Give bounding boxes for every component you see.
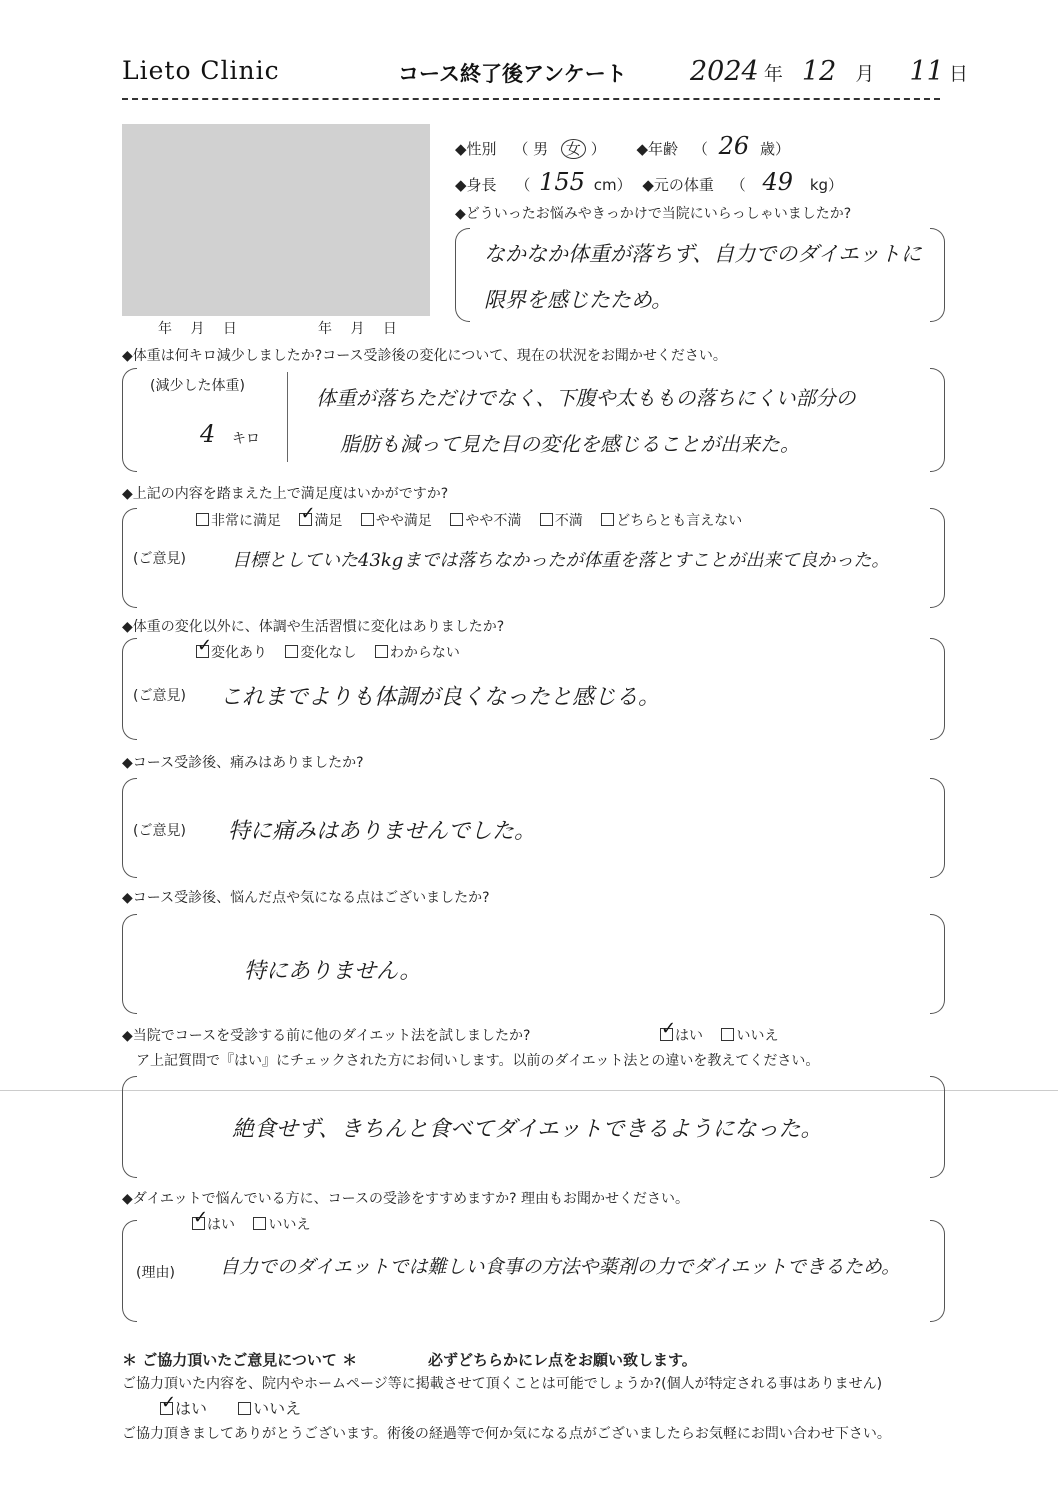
weight-divider	[287, 372, 288, 462]
option-label: いいえ	[736, 1028, 779, 1044]
motivation-answer-line-2: 限界を感じたため。	[484, 288, 673, 312]
recommend-question: ◆ダイエットで悩んでいる方に、コースの受診をすすめますか? 理由もお聞かせください。	[122, 1191, 689, 1207]
age-unit: 歳）	[759, 140, 790, 158]
age-value: 26	[718, 132, 750, 160]
checkbox[interactable]	[196, 513, 209, 526]
motivation-question: ◆どういったお悩みやきっかけで当院にいらっしゃいましたか?	[455, 206, 852, 222]
checkbox-checked[interactable]	[196, 645, 209, 658]
pain-bracket-right	[930, 778, 945, 878]
condition-option[interactable]	[375, 645, 460, 661]
satisfaction-option[interactable]	[450, 513, 521, 529]
option-label: いいえ	[268, 1217, 311, 1233]
concerns-answer: 特にありません。	[244, 959, 422, 984]
prior-diet-answer: 絶食せず、きちんと食べてダイエットできるようになった。	[232, 1117, 823, 1142]
satisfaction-opinion-label: (ご意見)	[133, 551, 186, 567]
prior-diet-options	[660, 1025, 792, 1045]
option-label: わからない	[389, 645, 460, 661]
concerns-question: ◆コース受診後、悩んだ点や気になる点はございましたか?	[122, 890, 490, 906]
condition-opinion-label: (ご意見)	[133, 688, 186, 704]
clinic-name: Lieto Clinic	[122, 56, 280, 85]
consent-option[interactable]	[160, 1399, 207, 1418]
weight-label: ◆元の体重	[642, 176, 714, 194]
satisfaction-option[interactable]	[196, 513, 281, 529]
prior-diet-question: ◆当院でコースを受診する前に他のダイエット法を試しましたか?	[122, 1028, 531, 1044]
date-day: 11	[909, 56, 944, 87]
option-label: 不満	[554, 513, 583, 529]
date-year: 2024	[690, 56, 759, 87]
photo-date-after: 年 月 日	[318, 321, 397, 337]
weight-open: （	[730, 176, 746, 194]
prior-diet-option[interactable]	[721, 1028, 778, 1044]
consent-question: ご協力頂いた内容を、院内やホームページ等に掲載させて頂くことは可能でしょうか?(個人が特定される事はありません)	[122, 1376, 883, 1392]
recommend-reason-label: (理由)	[136, 1265, 175, 1281]
recommend-answer: 自力でのダイエットでは難しい食事の方法や薬剤の力でダイエットできるため。	[220, 1256, 901, 1278]
gender-label: ◆性別	[455, 140, 497, 158]
height-label: ◆身長	[455, 176, 497, 194]
recommend-option[interactable]	[253, 1217, 310, 1233]
condition-answer: これまでよりも体調が良くなったと感じる。	[220, 685, 661, 710]
motivation-bracket-right	[930, 228, 945, 322]
satisfaction-options	[196, 510, 756, 530]
option-label: はい	[175, 1399, 208, 1418]
condition-question: ◆体重の変化以外に、体調や生活習慣に変化はありましたか?	[122, 619, 505, 635]
date-month: 12	[801, 56, 837, 87]
consent-heading: ＊ ご協力頂いたご意見について ＊	[122, 1351, 358, 1369]
profile-row-2	[455, 168, 843, 196]
checkbox[interactable]	[238, 1402, 251, 1415]
header-divider	[122, 98, 940, 100]
weight-value: 49	[762, 168, 794, 196]
height-unit: cm）	[593, 176, 632, 194]
weight-bracket-right	[930, 368, 945, 472]
consent-thanks: ご協力頂きましてありがとうございます。術後の経過等で何か気になる点がございましたらお気軽にお問い合わせ下さい。	[122, 1426, 891, 1442]
prior-diet-option[interactable]	[660, 1028, 703, 1044]
checkbox[interactable]	[285, 645, 298, 658]
checkbox[interactable]	[361, 513, 374, 526]
option-label: 満足	[314, 513, 343, 529]
option-label: 非常に満足	[211, 513, 281, 529]
concerns-bracket-right	[930, 914, 945, 1014]
checkbox[interactable]	[375, 645, 388, 658]
scan-line	[0, 1090, 1058, 1091]
age-open: （	[692, 140, 708, 158]
checkbox[interactable]	[540, 513, 553, 526]
option-label: やや不満	[465, 513, 522, 529]
consent-options	[160, 1396, 315, 1419]
satisfaction-option[interactable]	[299, 513, 342, 529]
motivation-answer-line-1: なかなか体重が落ちず、自力でのダイエットに	[484, 242, 922, 266]
satisfaction-option[interactable]	[540, 513, 583, 529]
gender-close: ）	[590, 140, 606, 158]
concerns-bracket-left	[122, 914, 137, 1014]
motivation-bracket-left	[455, 228, 470, 322]
recommend-bracket-right	[930, 1220, 945, 1322]
weight-question: ◆体重は何キロ減少しましたか?コース受診後の変化について、現在の状況をお聞かせください。	[122, 348, 727, 364]
profile-row-1	[455, 132, 790, 160]
checkbox[interactable]	[253, 1217, 266, 1230]
satisfaction-option[interactable]	[361, 513, 432, 529]
gender-open: （	[513, 140, 529, 158]
recommend-option[interactable]	[192, 1217, 235, 1233]
satisfaction-option[interactable]	[601, 513, 742, 529]
prior-diet-bracket-right	[930, 1076, 945, 1178]
option-label: やや満足	[375, 513, 432, 529]
condition-bracket-right	[930, 638, 945, 740]
date-field	[690, 56, 968, 87]
photo-placeholder	[122, 124, 430, 316]
checkbox-checked[interactable]	[192, 1217, 205, 1230]
satisfaction-answer: 目標としていた43kgまでは落ちなかったが体重を落とすことが出来て良かった。	[232, 550, 890, 571]
prior-diet-followup: ア上記質問で『はい』にチェックされた方にお伺いします。以前のダイエット法との違いを教えてください。	[136, 1053, 820, 1069]
weight-lost-unit: キロ	[232, 431, 260, 447]
checkbox[interactable]	[450, 513, 463, 526]
pain-question: ◆コース受診後、痛みはありましたか?	[122, 755, 364, 771]
condition-option[interactable]	[285, 645, 356, 661]
weight-lost-value: 4	[200, 420, 216, 448]
height-value: 155	[539, 168, 585, 196]
option-label: はい	[675, 1028, 703, 1044]
photo-date-before: 年 月 日	[158, 321, 237, 337]
satisfaction-question: ◆上記の内容を踏まえた上で満足度はいかがですか?	[122, 486, 449, 502]
consent-required-note: 必ずどちらかにレ点をお願い致します。	[428, 1351, 697, 1369]
option-label: 変化あり	[211, 645, 267, 661]
prior-diet-bracket-left	[122, 1076, 137, 1178]
date-month-unit: 月	[855, 63, 875, 85]
checkbox-checked[interactable]	[299, 513, 312, 526]
gender-male: 男	[533, 140, 549, 158]
satisfaction-bracket-right	[930, 508, 945, 608]
weight-lost-label: (減少した体重)	[150, 378, 245, 394]
pain-opinion-label: (ご意見)	[133, 823, 186, 839]
recommend-options	[192, 1214, 324, 1234]
condition-options	[196, 642, 474, 662]
option-label: どちらとも言えない	[616, 513, 743, 529]
condition-option[interactable]	[196, 645, 267, 661]
pain-answer: 特に痛みはありませんでした。	[228, 819, 537, 844]
weight-bracket-left	[122, 368, 137, 472]
date-year-unit: 年	[763, 63, 783, 85]
gender-female: 女	[561, 139, 586, 159]
weight-answer-line-1: 体重が落ちただけでなく、下腹や太ももの落ちにくい部分の	[316, 386, 856, 410]
checkbox-checked[interactable]	[160, 1402, 173, 1415]
consent-option[interactable]	[238, 1399, 301, 1418]
option-label: はい	[207, 1217, 235, 1233]
recommend-bracket-left	[122, 1220, 137, 1322]
weight-answer-line-2: 脂肪も減って見た目の変化を感じることが出来た。	[340, 432, 800, 456]
option-label: 変化なし	[300, 645, 357, 661]
option-label: いいえ	[253, 1399, 302, 1418]
checkbox[interactable]	[721, 1028, 734, 1041]
checkbox[interactable]	[601, 513, 614, 526]
height-open: （	[515, 176, 531, 194]
checkbox-checked[interactable]	[660, 1028, 673, 1041]
weight-unit: kg）	[809, 176, 844, 194]
form-title: コース終了後アンケート	[398, 62, 627, 86]
date-day-unit: 日	[948, 63, 968, 85]
age-label: ◆年齢	[636, 140, 679, 158]
